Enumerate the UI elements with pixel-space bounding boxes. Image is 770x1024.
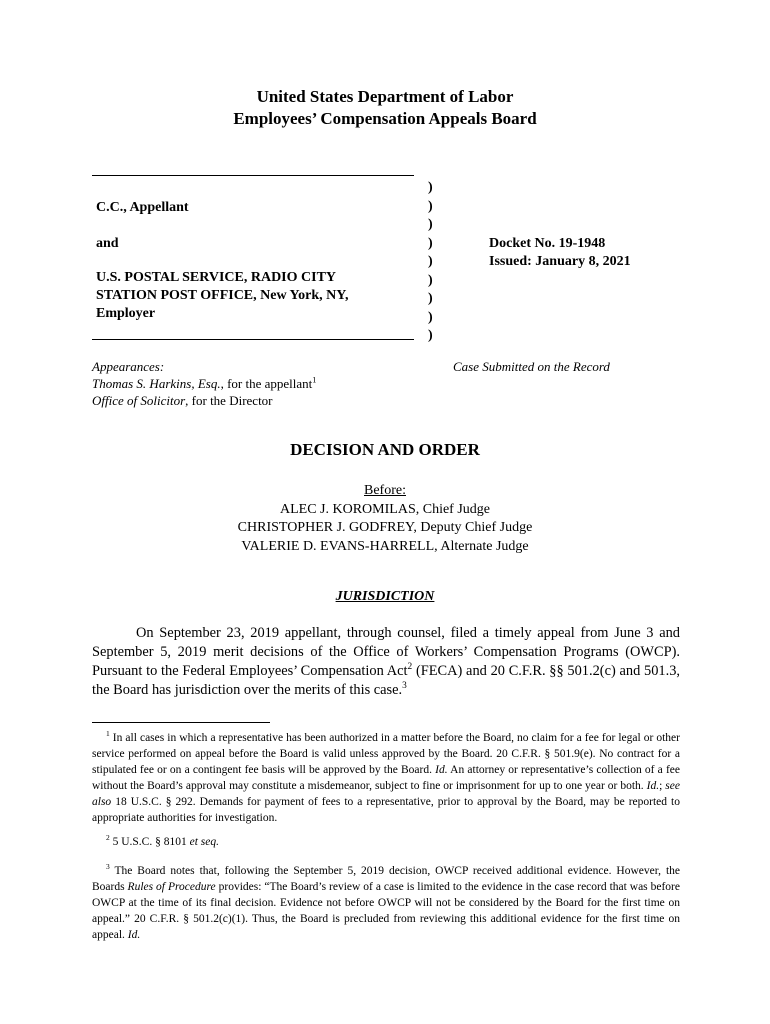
footnote-text: 5 U.S.C. § 8101 xyxy=(109,836,190,848)
footnote-number: 2 xyxy=(106,833,110,843)
appearances-label: Appearances: xyxy=(92,359,165,374)
agency-title xyxy=(0,86,770,130)
footnote-ref-1[interactable]: 1 xyxy=(312,374,317,385)
case-submitted: Case Submitted on the Record xyxy=(453,359,610,374)
paragraph-text: (FECA) and 20 C.F.R. §§ 501.2(c) and 501.3, the Board has jurisdiction over the merits of this case. xyxy=(92,663,681,698)
footnote-2 xyxy=(92,834,680,850)
paren: ) xyxy=(428,198,433,214)
caption-and: and xyxy=(96,236,119,251)
paren: ) xyxy=(428,272,433,288)
caption-top-rule xyxy=(92,175,414,176)
footnote-number: 3 xyxy=(106,862,110,872)
paren: ) xyxy=(428,328,433,343)
appearance-appellant xyxy=(92,375,316,392)
footnote-text: The Board notes that, following the September 5, 2019 decision, OWCP received additional evidence. However, the Boards xyxy=(92,865,680,893)
board-name: Employees’ Compensation Appeals Board xyxy=(233,109,537,128)
footnote-citation: et seq. xyxy=(189,836,219,848)
appearance-text: , for the Director xyxy=(185,393,273,408)
issued-date: Issued: January 8, 2021 xyxy=(489,254,631,269)
docket-number: Docket No. 19-1948 xyxy=(489,236,606,251)
judge-chief: ALEC J. KOROMILAS, Chief Judge xyxy=(280,501,490,517)
footnote-citation: Id. xyxy=(646,780,660,792)
docket-block xyxy=(489,235,631,271)
director-counsel: Office of Solicitor xyxy=(92,393,186,408)
appellant-counsel: Thomas S. Harkins, Esq. xyxy=(92,376,221,391)
footnote-text: provides: “The Board’s review of a case is limited to the evidence in the case record that was before OWCP at the time of its final decision. Evidence not before OWCP will not be considered by the Board for the first time on appeal.” 20 C.F.R. § 501.2(c)(1). Thus, the Board is precluded from reviewing this additional evidence for the first time on appeal. xyxy=(92,881,680,941)
footnote-1 xyxy=(92,730,680,826)
judges-block xyxy=(0,482,770,556)
caption-bottom-rule xyxy=(92,339,414,340)
footnote-ref-2[interactable]: 2 xyxy=(407,662,413,673)
footnote-text: ; xyxy=(659,780,666,792)
footnote-ref-3[interactable]: 3 xyxy=(402,681,407,692)
paren: ) xyxy=(428,254,433,269)
employer-line-2: STATION POST OFFICE, New York, NY, xyxy=(96,288,349,303)
agency-name: United States Department of Labor xyxy=(256,87,514,106)
paren: ) xyxy=(428,309,433,325)
before-label: Before: xyxy=(364,483,406,498)
footnote-citation: see also xyxy=(92,780,680,808)
footnote-citation: Id. xyxy=(435,764,448,776)
paren: ) xyxy=(428,235,433,251)
footnote-separator xyxy=(92,722,270,723)
appellant-name: C.C., Appellant xyxy=(96,200,189,215)
jurisdiction-paragraph xyxy=(92,624,680,700)
judge-alternate: VALERIE D. EVANS-HARRELL, Alternate Judge xyxy=(241,538,529,554)
footnote-number: 1 xyxy=(106,729,110,739)
employer-block xyxy=(96,269,349,323)
caption-paren-column xyxy=(428,179,433,346)
appearances-block xyxy=(92,358,316,409)
paren: ) xyxy=(428,217,433,232)
footnote-text: An attorney or representative’s collection of a fee without the Board’s approval may constitute a misdemeanor, subject to fine or imprisonment for up to one year or both. xyxy=(92,764,680,792)
jurisdiction-heading: JURISDICTION xyxy=(335,589,435,604)
employer-line-1: U.S. POSTAL SERVICE, RADIO CITY xyxy=(96,270,337,285)
footnote-citation: Id. xyxy=(127,929,141,941)
judge-deputy-chief: CHRISTOPHER J. GODFREY, Deputy Chief Judge xyxy=(237,520,533,535)
decision-title: DECISION AND ORDER xyxy=(290,440,480,459)
appearance-director xyxy=(92,392,316,409)
footnote-text: 18 U.S.C. § 292. Demands for payment of fees to a representative, prior to approval by the Board, may be reported to appropriate authorities for investigation. xyxy=(92,796,680,824)
paragraph-text: On September 23, 2019 appellant, through counsel, filed a timely appeal from June 3 and September 5, 2019 merit decisions of the Office of Workers’ Compensation Programs (OWCP). Pursuant to the Federal Employees’ Compensation Act xyxy=(92,625,680,679)
paren: ) xyxy=(428,180,433,195)
paren: ) xyxy=(428,291,433,306)
footnote-text: In all cases in which a representative has been authorized in a matter before the Board, no claim for a fee for legal or other service performed on appeal before the Board is valid unless approved by the Board. 20 C.F.R. § 501.9(e). No contract for a stipulated fee or on a contingent fee basis will be approved by the Board. xyxy=(92,732,680,776)
appearance-text: , for the appellant xyxy=(220,376,313,391)
footnote-3 xyxy=(92,863,680,943)
employer-line-3: Employer xyxy=(96,306,156,321)
footnote-citation: Rules of Procedure xyxy=(127,881,216,893)
